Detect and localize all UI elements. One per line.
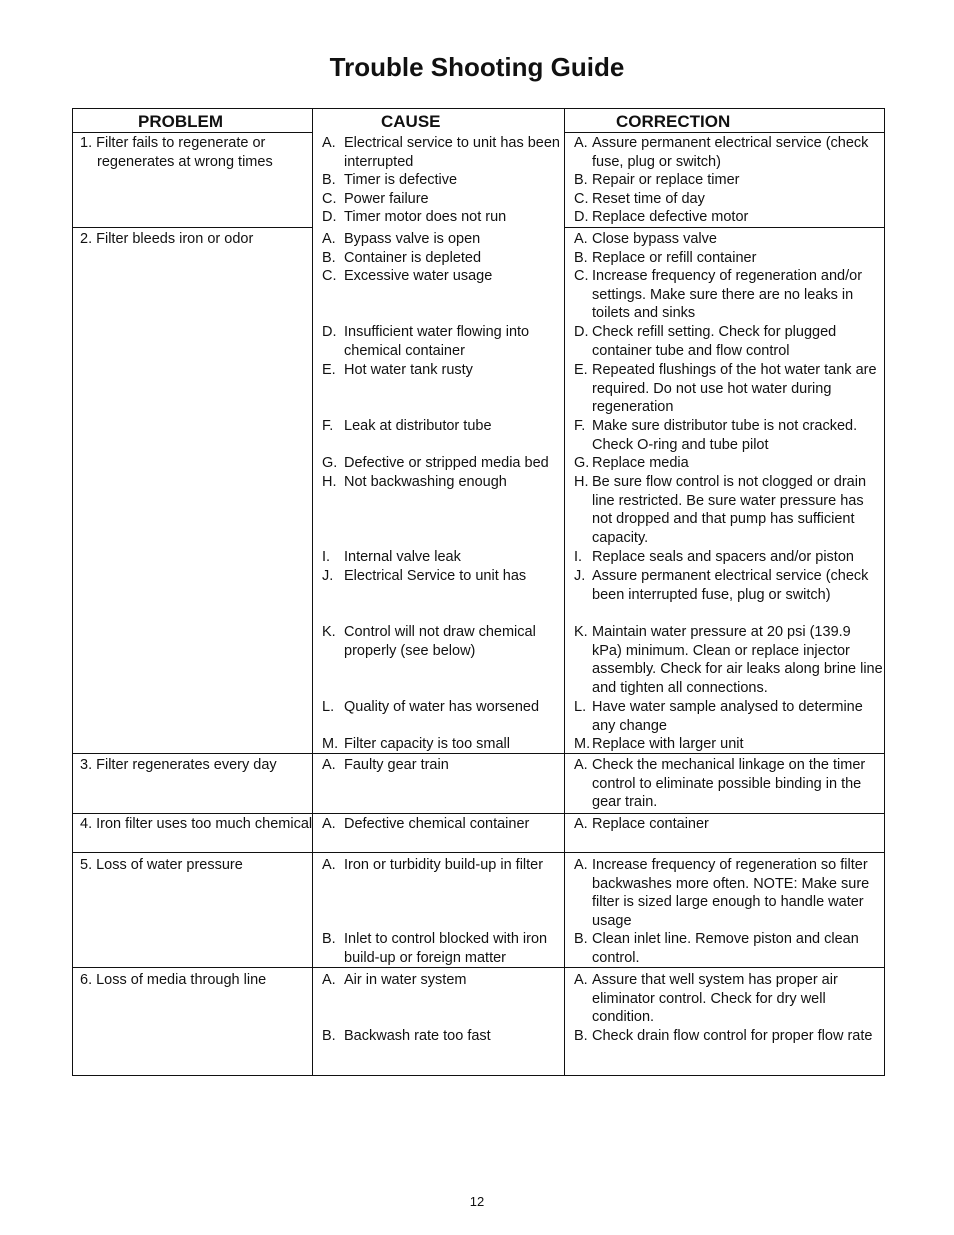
- cause-item: A. Electrical service to unit has been interrupted: [322, 135, 560, 170]
- cause-item: A. Bypass valve is open: [322, 231, 481, 247]
- cause-item: E. Hot water tank rusty: [322, 362, 473, 378]
- row-rule: [73, 852, 884, 853]
- cause-item: F. Leak at distributor tube: [322, 418, 492, 434]
- problem-cell: 6. Loss of media through line: [80, 972, 267, 988]
- cause-item: D. Insufficient water flowing into chemical container: [322, 324, 530, 359]
- cause-item: B. Container is depleted: [322, 250, 482, 266]
- cause-item: C. Power failure: [322, 191, 429, 207]
- correction-item: A. Close bypass valve: [574, 231, 717, 247]
- header-rule-problem: [73, 132, 312, 133]
- correction-item: H. Be sure flow control is not clogged or drain line restricted. Be sure water pressure has not dropped and that pump has sufficient capacity.: [574, 474, 867, 546]
- problem-cell: 1. Filter fails to regenerate or regenerates at wrong times: [80, 135, 273, 170]
- cause-item: B. Backwash rate too fast: [322, 1028, 491, 1044]
- cause-item: B. Timer is defective: [322, 172, 458, 188]
- page-title: Trouble Shooting Guide: [329, 52, 625, 82]
- row-rule: [73, 227, 312, 228]
- page-number: 12: [469, 1194, 485, 1209]
- correction-item: M. Replace with larger unit: [574, 736, 744, 752]
- row-rule: [564, 227, 884, 228]
- correction-item: D. Check refill setting. Check for plugged container tube and flow control: [574, 324, 837, 359]
- cause-item: A. Iron or turbidity build-up in filter: [322, 857, 544, 873]
- cause-item: M. Filter capacity is too small: [322, 736, 510, 752]
- correction-item: J. Assure permanent electrical service (check been interrupted fuse, plug or switch): [574, 568, 869, 603]
- header-problem: PROBLEM: [138, 112, 223, 131]
- header-correction: CORRECTION: [616, 112, 731, 131]
- correction-item: A. Assure that well system has proper air eliminator control. Check for dry well condition.: [574, 972, 838, 1026]
- correction-item: B. Repair or replace timer: [574, 172, 740, 188]
- correction-item: G. Replace media: [574, 455, 689, 471]
- correction-item: C. Increase frequency of regeneration and/or settings. Make sure there are no leaks in toilets and sinks: [574, 268, 863, 322]
- cause-item: K. Control will not draw chemical properly (see below): [322, 624, 536, 659]
- correction-item: K. Maintain water pressure at 20 psi (139.9 kPa) minimum. Clean or replace injector assembly. Check for air leaks along brine line and tighten all connections.: [574, 624, 883, 696]
- problem-cell: 4. Iron filter uses too much chemical: [80, 816, 313, 832]
- troubleshooting-table: [72, 108, 885, 1076]
- cause-item: A. Faulty gear train: [322, 757, 449, 773]
- header-rule-correction: [564, 132, 884, 133]
- row-rule: [73, 813, 884, 814]
- cause-item: L. Quality of water has worsened: [322, 699, 540, 715]
- correction-item: L. Have water sample analysed to determine any change: [574, 699, 863, 734]
- cause-item: J. Electrical Service to unit has: [322, 568, 527, 584]
- cause-item: D. Timer motor does not run: [322, 209, 507, 225]
- correction-item: B. Replace or refill container: [574, 250, 757, 266]
- problem-cell: 2. Filter bleeds iron or odor: [80, 231, 254, 247]
- problem-cell: 5. Loss of water pressure: [80, 857, 243, 873]
- cause-item: C. Excessive water usage: [322, 268, 493, 284]
- cause-item: I. Internal valve leak: [322, 549, 461, 565]
- correction-item: D. Replace defective motor: [574, 209, 749, 225]
- correction-item: A. Increase frequency of regeneration so filter backwashes more often. NOTE: Make sure filter is sized large enough to handle water usage: [574, 857, 870, 929]
- correction-item: C. Reset time of day: [574, 191, 705, 207]
- correction-item: A. Check the mechanical linkage on the timer control to eliminate possible binding in the gear train.: [574, 757, 866, 811]
- cause-item: H. Not backwashing enough: [322, 474, 507, 490]
- cause-item: G. Defective or stripped media bed: [322, 455, 549, 471]
- correction-item: B. Check drain flow control for proper flow rate: [574, 1028, 873, 1044]
- column-divider-1: [312, 109, 313, 1075]
- cause-item: B. Inlet to control blocked with iron build-up or foreign matter: [322, 931, 548, 966]
- correction-item: E. Repeated flushings of the hot water tank are required. Do not use hot water during regeneration: [574, 362, 877, 416]
- cause-item: A. Defective chemical container: [322, 816, 530, 832]
- correction-item: A. Replace container: [574, 816, 709, 832]
- correction-item: F. Make sure distributor tube is not cracked. Check O-ring and tube pilot: [574, 418, 858, 453]
- correction-item: B. Clean inlet line. Remove piston and clean control.: [574, 931, 859, 966]
- correction-item: I. Replace seals and spacers and/or piston: [574, 549, 854, 565]
- header-cause: CAUSE: [381, 112, 441, 131]
- problem-cell: 3. Filter regenerates every day: [80, 757, 277, 773]
- cause-item: A. Air in water system: [322, 972, 467, 988]
- correction-item: A. Assure permanent electrical service (check fuse, plug or switch): [574, 135, 869, 170]
